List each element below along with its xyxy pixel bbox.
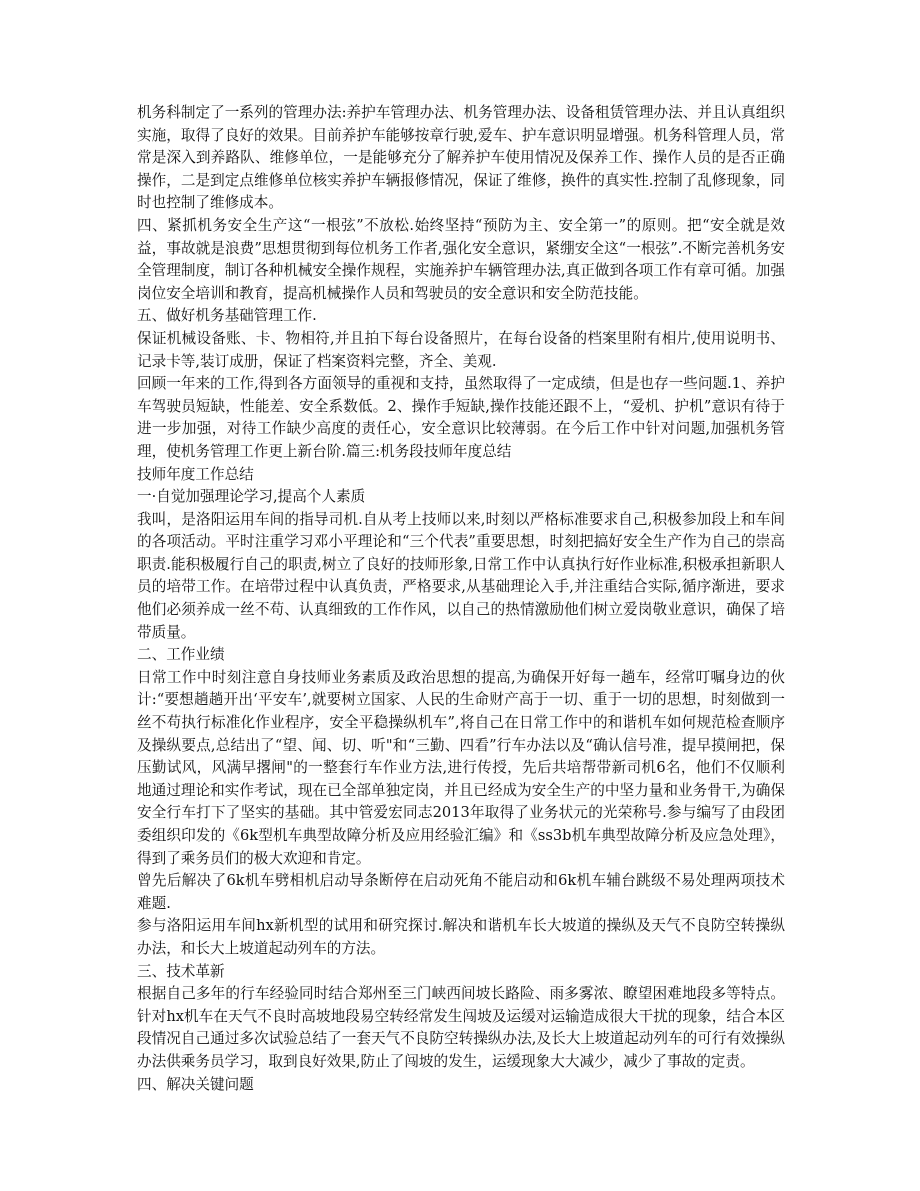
- document-body: [137, 102, 785, 1096]
- paragraph-safety-production: 四、紧抓机务安全生产这“一根弦”不放松.始终坚持“预防为主、安全第一”的原则。把“安全就是效益，事故就是浪费”思想贯彻到每位机务工作者,强化安全意识，紧绷安全这“一根弦”.不断完善机务安全管理制度，制订各种机械安全操作规程，实施养护车辆管理办法,真正做到各项工作有章可循。加强岗位安全培训和教育，提高机械操作人员和驾驶员的安全意识和安全防范技能。: [137, 216, 785, 302]
- heading-theory-study: 一·自觉加强理论学习,提高个人素质: [137, 488, 366, 506]
- paragraph-driving-experience: 根据自己多年的行车经验同时结合郑州至三门峡西间坡长路险、雨多雾浓、瞭望困难地段多等特点。针对hx机车在天气不良时高坡地段易空转经常发生闯坡及运缓对运输造成很大干扰的现象，结合本区段情况自己通过多次试验总结了一套天气不良防空转操纵办法,及长大上坡道起动列车的可行有效操纵办法供乘务员学习，取到良好效果,防止了闯坡的发生，运缓现象大大减少，减少了事故的定责。: [137, 985, 785, 1070]
- paragraph-self-introduction: 我叫，是洛阳运用车间的指导司机.自从考上技师以来,时刻以严格标准要求自己,积极参加段上和车间的各项活动。平时注重学习邓小平理论和“三个代表”重要思想，时刻把搞好安全生产作为自己的崇高职责.能积极履行自己的职责,树立了良好的技师形象,日常工作中认真执行好作业标准,积极承担新职人员的培带工作。在培带过程中认真负责，严格要求,从基础理论入手,并注重结合实际,循序渐进，要求他们必须养成一丝不苟、认真细致的工作作风，以自己的热情激励他们树立爱岗敬业意识，确保了培带质量。: [137, 510, 785, 641]
- heading-work-achievements: 二、工作业绩: [137, 646, 225, 664]
- heading-technical-innovation: 三、技术革新: [137, 962, 225, 980]
- heading-key-problems: 四、解决关键问题: [137, 1075, 254, 1093]
- paragraph-equipment-records: 保证机械设备账、卡、物相符,并且拍下每台设备照片，在每台设备的档案里附有相片,使用说明书、记录卡等,装订成册，保证了档案资料完整，齐全、美观.: [137, 329, 785, 370]
- paragraph-year-review: 回顾一年来的工作,得到各方面领导的重视和支持，虽然取得了一定成绩，但是也存一些问题.1、养护车驾驶员短缺，性能差、安全系数低。2、操作手短缺,操作技能还跟不上，“爱机、护机”意识有待于进一步加强，对待工作缺少高度的责任心，安全意识比较薄弱。在今后工作中针对问题,加强机务管理，使机务管理工作更上新台阶.篇三:机务段技师年度总结: [137, 375, 785, 460]
- paragraph-technical-problems: 曾先后解决了6k机车劈相机启动导条断停在启动死角不能启动和6k机车辅台跳级不易处理两项技术难题.: [137, 872, 785, 912]
- heading-basic-management: 五、做好机务基础管理工作.: [137, 307, 317, 325]
- paragraph-daily-work: 日常工作中时刻注意自身技师业务素质及政治思想的提高,为确保开好每一趟车，经常叮嘱身边的伙计:“要想趟趟开出‘平安车’,就要树立国家、人民的生命财产高于一切、重于一切的思想，时刻做到一丝不苟执行标准化作业程序，安全平稳操纵机车”,将自己在日常工作中的和谐机车如何规范检查顺序及操纵要点,总结出了“望、闻、切、听"和“三勤、四看”行车办法以及“确认信号准，提早摸闸把，保压勤试风，风满早撂闸"的一整套行车作业方法,进行传授，先后共培帮带新司机6名，他们不仅顺利地通过理论和实作考试，现在已全部单独定岗，并且已经成为安全生产的中坚力量和业务骨干,为确保安全行车打下了坚实的基础。其中管爱宏同志2013年取得了业务状元的光荣称号.参与编写了由段团委组织印发的《6k型机车典型故障分析及应用经验汇编》和《ss3b机车典型故障分析及应急处理》，得到了乘务员们的极大欢迎和肯定。: [137, 668, 785, 867]
- heading-technician-summary: 技师年度工作总结: [137, 465, 254, 483]
- paragraph-new-model-trial: 参与洛阳运用车间hx新机型的试用和研究探讨.解决和谐机车长大坡道的操纵及天气不良防空转操纵办法，和长大上坡道起动列车的方法。: [137, 917, 785, 957]
- paragraph-machine-dept-methods: 机务科制定了一系列的管理办法:养护车管理办法、机务管理办法、设备租赁管理办法、并且认真组织实施，取得了良好的效果。目前养护车能够按章行驶,爱车、护车意识明显增强。机务科管理人员，常常是深入到养路队、维修单位，一是能够充分了解养护车使用情况及保养工作、操作人员的是否正确操作，二是到定点维修单位核实养护车辆报修情况，保证了维修，换件的真实性.控制了乱修现象，同时也控制了维修成本。: [137, 104, 785, 212]
